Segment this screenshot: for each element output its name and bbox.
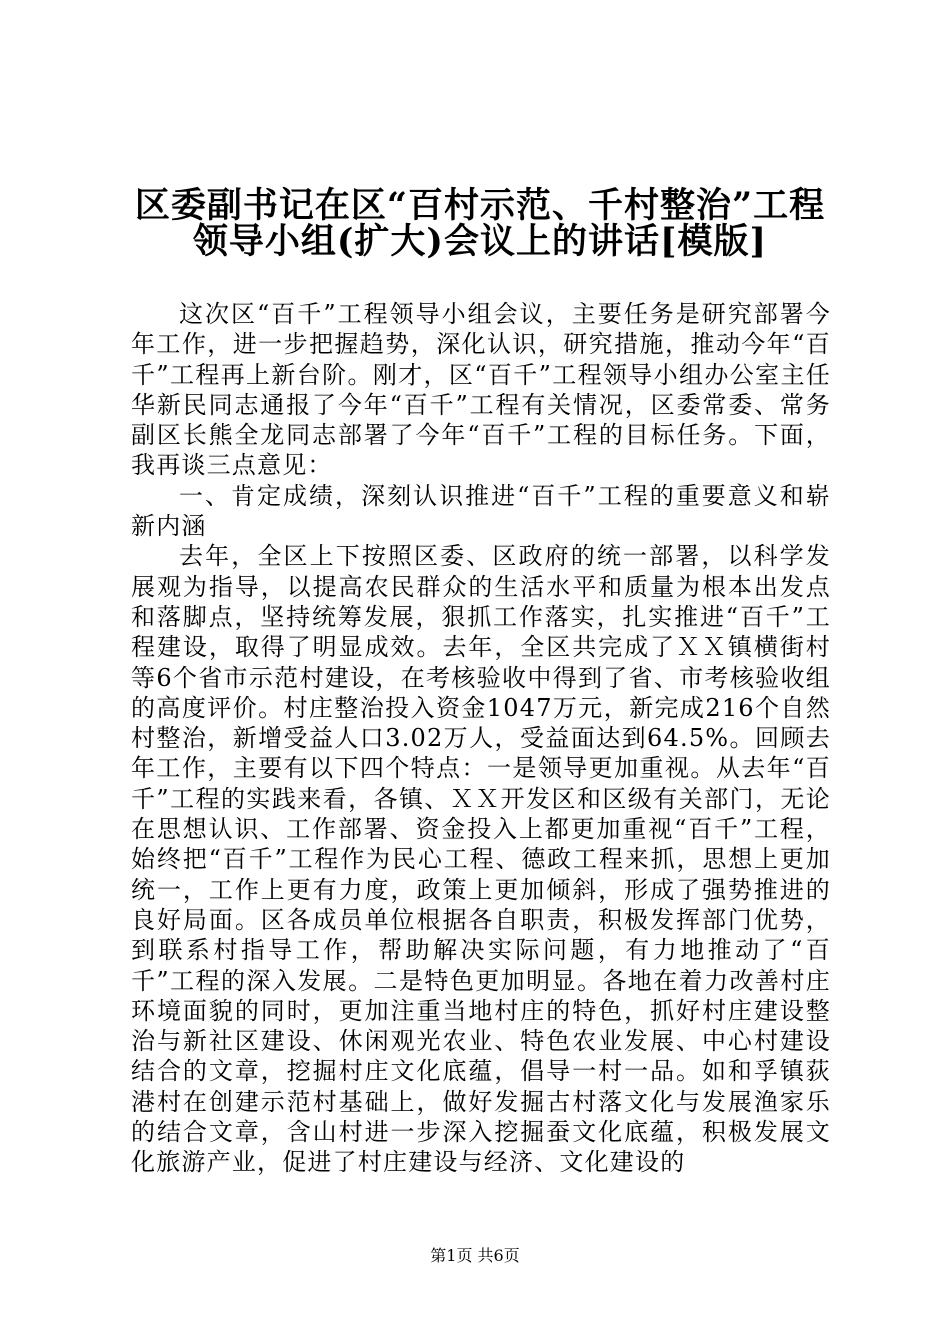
paragraph-intro: 这次区“百千”工程领导小组会议，主要任务是研究部署今年工作，进一步把握趋势，深化认识，研究措施，推动今年“百千”工程再上新台阶。刚才，区“百千”工程领导小组办公室主任华新民同志通报了今年“百千”工程有关情况，区委常委、常务副区长熊全龙同志部署了今年“百千”工程的目标任务。下面，我再谈三点意见：: [131, 300, 831, 480]
paragraph-achievements: 去年，全区上下按照区委、区政府的统一部署，以科学发展观为指导，以提高农民群众的生活水平和质量为根本出发点和落脚点，坚持统筹发展，狠抓工作落实，扎实推进“百千”工程建设，取得了明显成效。去年，全区共完成了ＸＸ镇横街村等6个省市示范村建设，在考核验收中得到了省、市考核验收组的高度评价。村庄整治投入资金1047万元，新完成216个自然村整治，新增受益人口3.02万人，受益面达到64.5%。回顾去年工作，主要有以下四个特点：一是领导更加重视。从去年“百千”工程的实践来看，各镇、ＸＸ开发区和区级有关部门，无论在思想认识、工作部署、资金投入上都更加重视“百千”工程，始终把“百千”工程作为民心工程、德政工程来抓，思想上更加统一，工作上更有力度，政策上更加倾斜，形成了强势推进的良好局面。区各成员单位根据各自职责，积极发挥部门优势，到联系村指导工作，帮助解决实际问题，有力地推动了“百千”工程的深入发展。二是特色更加明显。各地在着力改善村庄环境面貌的同时，更加注重当地村庄的特色，抓好村庄建设整治与新社区建设、休闲观光农业、特色农业发展、中心村建设结合的文章，挖掘村庄文化底蕴，倡导一村一品。如和孚镇荻港村在创建示范村基础上，做好发掘古村落文化与发展渔家乐的结合文章，含山村进一步深入挖掘蚕文化底蕴，积极发展文化旅游产业，促进了村庄建设与经济、文化建设的: [131, 542, 831, 1177]
page-footer: 第1页 共6页: [430, 1246, 520, 1265]
document-title-line-1: 区委副书记在区“百村示范、千村整治”工程: [134, 185, 826, 226]
paragraph-section-heading: 一、肯定成绩，深刻认识推进“百千”工程的重要意义和崭新内涵: [131, 481, 831, 541]
document-body: [131, 299, 831, 1178]
document-title-line-2: 领导小组(扩大)会议上的讲话[模版]: [192, 221, 768, 262]
